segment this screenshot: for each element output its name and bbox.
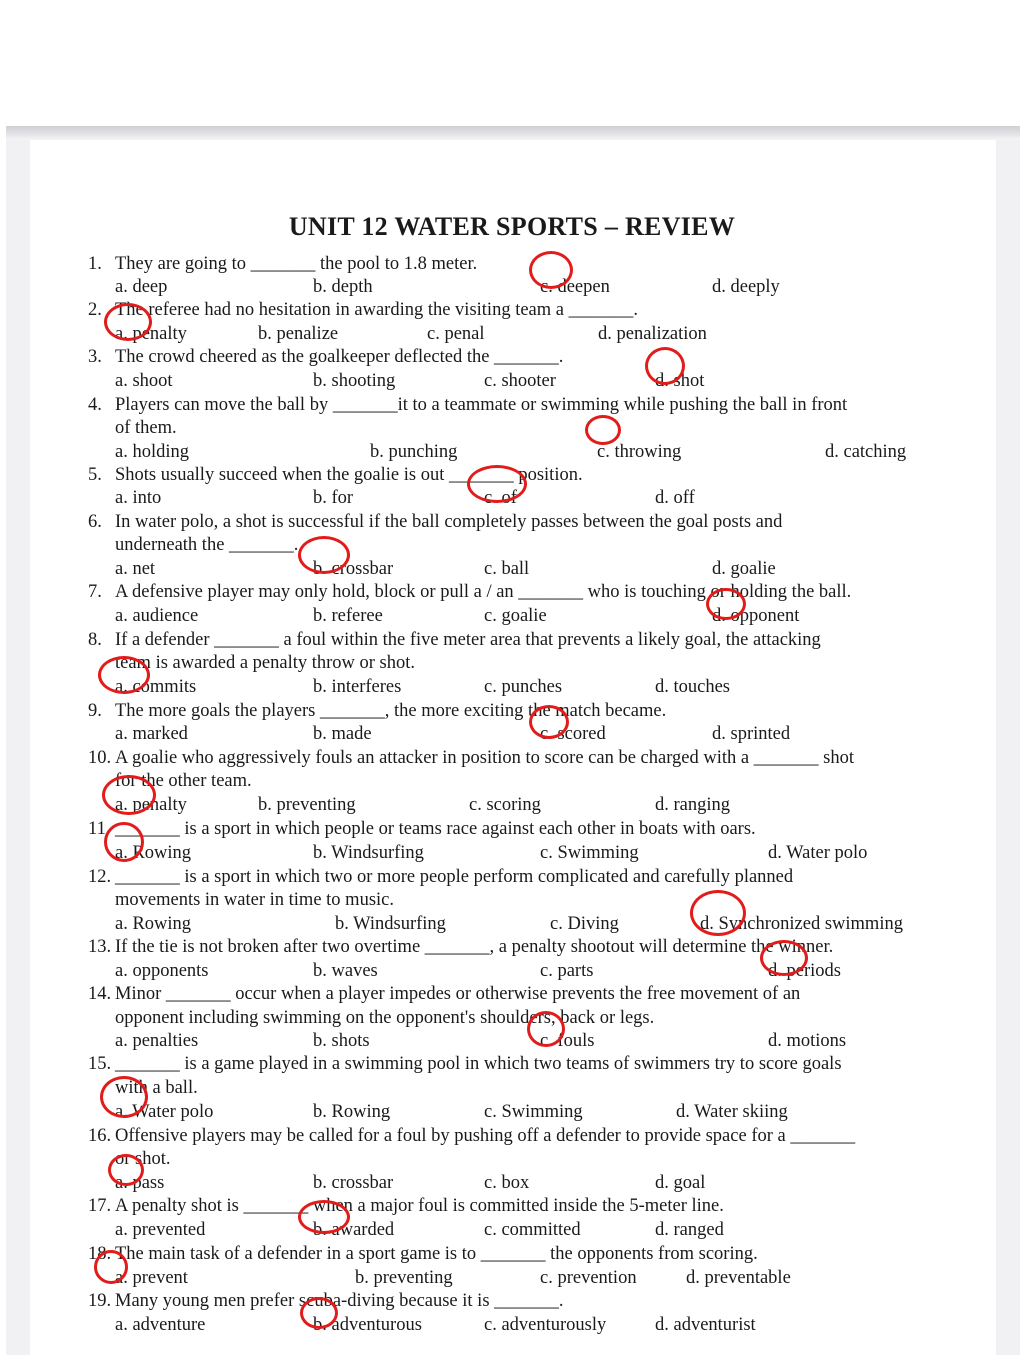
answer-option-c[interactable]: c. deepen [540,277,610,297]
question-number: 7. [88,582,102,602]
answer-option-c[interactable]: c. fouls [540,1031,595,1051]
answer-option-a[interactable]: a. penalty [115,795,187,815]
answer-option-c[interactable]: c. scored [540,724,606,744]
answer-option-d[interactable]: d. Water polo [768,843,868,863]
answer-circle-mark [108,1154,144,1186]
question-number: 3. [88,347,102,367]
answer-option-b[interactable]: b. depth [313,277,373,297]
answer-option-c[interactable]: c. goalie [484,606,547,626]
answer-option-d[interactable]: d. ranged [655,1220,724,1240]
answer-option-a[interactable]: a. penalties [115,1031,199,1051]
answer-option-a[interactable]: a. adventure [115,1315,206,1335]
answer-circle-mark [102,775,156,815]
answer-option-d[interactable]: d. deeply [712,277,780,297]
question-stem: _______ is a game played in a swimming pool in which two teams of swimmers try to score goals [115,1054,842,1074]
question-stem: The more goals the players _______, the more exciting the match became. [115,701,667,721]
answer-option-a[interactable]: a. opponents [115,961,209,981]
answer-option-d[interactable]: d. opponent [712,606,800,626]
question-stem: If a defender _______ a foul within the five meter area that prevents a likely goal, the attacking [115,630,821,650]
answer-circle-mark [94,1250,128,1284]
answer-option-c[interactable]: c. Swimming [540,843,639,863]
question-stem-continued: underneath the _______. [115,535,299,555]
answer-circle-mark [98,656,150,694]
answer-option-b[interactable]: b. awarded [313,1220,395,1240]
answer-option-c[interactable]: c. of [484,488,517,508]
question-stem: Players can move the ball by _______it to a teammate or swimming while pushing the ball in front [115,395,848,415]
question-stem-continued: or shot. [115,1149,171,1169]
answer-option-d[interactable]: d. goalie [712,559,776,579]
answer-option-a[interactable]: a. marked [115,724,188,744]
answer-option-c[interactable]: c. adventurously [484,1315,607,1335]
question-stem: The main task of a defender in a sport game is to _______ the opponents from scoring. [115,1244,758,1264]
answer-circle-mark [645,347,685,385]
answer-option-b[interactable]: b. interferes [313,677,402,697]
question-stem: Offensive players may be called for a foul by pushing off a defender to provide space for a _______ [115,1126,856,1146]
question-stem: _______ is a sport in which people or teams race against each other in boats with oars. [115,819,756,839]
answer-option-b[interactable]: b. shots [313,1031,370,1051]
question-number: 1. [88,254,102,274]
question-number: 12. [88,867,112,887]
question-stem-continued: team is awarded a penalty throw or shot. [115,653,416,673]
answer-circle-mark [100,1076,148,1118]
question-number: 8. [88,630,102,650]
answer-option-d[interactable]: d. periods [768,961,841,981]
answer-circle-mark [104,822,144,862]
answer-option-c[interactable]: c. throwing [597,442,682,462]
answer-option-b[interactable]: b. for [313,488,354,508]
answer-option-b[interactable]: b. crossbar [313,559,394,579]
answer-option-a[interactable]: a. into [115,488,162,508]
question-stem: A defensive player may only hold, block or pull a / an _______ who is touching or holding the ball. [115,582,852,602]
answer-option-a[interactable]: a. deep [115,277,168,297]
answer-option-b[interactable]: b. punching [370,442,458,462]
question-stem: Many young men prefer scuba-diving because it is _______. [115,1291,564,1311]
answer-option-d[interactable]: d. Synchronized swimming [700,914,903,934]
answer-option-d[interactable]: d. penalization [598,324,707,344]
question-number: 4. [88,395,102,415]
answer-option-a[interactable]: a. holding [115,442,189,462]
question-number: 11. [88,819,111,839]
question-number: 13. [88,937,112,957]
answer-option-a[interactable]: a. Rowing [115,843,192,863]
answer-option-b[interactable]: b. preventing [258,795,356,815]
question-stem-continued: with a ball. [115,1078,198,1098]
answer-circle-mark [298,1200,350,1234]
answer-option-c[interactable]: c. Swimming [484,1102,583,1122]
question-stem: The referee had no hesitation in awarding the visiting team a _______. [115,300,638,320]
question-number: 5. [88,465,102,485]
answer-circle-mark [706,588,746,620]
answer-option-a[interactable]: a. commits [115,677,197,697]
answer-option-d[interactable]: d. sprinted [712,724,791,744]
answer-option-a[interactable]: a. Rowing [115,914,192,934]
answer-option-a[interactable]: a. pass [115,1173,165,1193]
page-right-edge [996,140,1020,1355]
answer-option-a[interactable]: a. prevent [115,1268,188,1288]
answer-option-c[interactable]: c. scoring [469,795,541,815]
answer-circle-mark [690,890,746,936]
answer-circle-mark [300,1297,338,1329]
answer-option-d[interactable]: d. goal [655,1173,706,1193]
answer-circle-mark [298,536,350,574]
question-stem: They are going to _______ the pool to 1.8 meter. [115,254,478,274]
answer-option-d[interactable]: d. Water skiing [676,1102,788,1122]
question-number: 6. [88,512,102,532]
answer-circle-mark [760,940,808,976]
answer-option-b[interactable]: b. made [313,724,372,744]
answer-option-d[interactable]: d. ranging [655,795,731,815]
question-stem-continued: of them. [115,418,177,438]
question-number: 17. [88,1196,112,1216]
question-stem: Minor _______ occur when a player impedes or otherwise prevents the free movement of an [115,984,801,1004]
question-stem: Shots usually succeed when the goalie is out _______ position. [115,465,583,485]
question-number: 14. [88,984,112,1004]
question-stem: If the tie is not broken after two overtime _______, a penalty shootout will determine the winner. [115,937,834,957]
answer-circle-mark [467,465,527,503]
question-stem: _______ is a sport in which two or more people perform complicated and carefully planned [115,867,794,887]
page-top-edge [6,126,1020,140]
question-stem-continued: for the other team. [115,771,252,791]
answer-circle-mark [527,1011,565,1047]
answer-option-c[interactable]: c. box [484,1173,530,1193]
question-stem: A penalty shot is _______ when a major foul is committed inside the 5-meter line. [115,1196,724,1216]
answer-option-c[interactable]: c. prevention [540,1268,637,1288]
answer-option-c[interactable]: c. Diving [550,914,619,934]
answer-option-b[interactable]: b. shooting [313,371,396,391]
answer-option-b[interactable]: b. preventing [355,1268,453,1288]
answer-option-c[interactable]: c. committed [484,1220,581,1240]
answer-option-c[interactable]: c. parts [540,961,594,981]
question-number: 10. [88,748,112,768]
answer-option-d[interactable]: d. motions [768,1031,847,1051]
top-blank-area [0,0,1024,128]
answer-option-a[interactable]: a. penalty [115,324,187,344]
answer-option-c[interactable]: c. penal [427,324,485,344]
answer-option-a[interactable]: a. prevented [115,1220,206,1240]
answer-option-a[interactable]: a. shoot [115,371,173,391]
question-number: 2. [88,300,102,320]
answer-option-d[interactable]: d. shot [655,371,705,391]
answer-option-c[interactable]: c. shooter [484,371,556,391]
answer-option-d[interactable]: d. touches [655,677,731,697]
answer-option-b[interactable]: b. waves [313,961,378,981]
answer-option-c[interactable]: c. punches [484,677,563,697]
worksheet-title: UNIT 12 WATER SPORTS – REVIEW [288,212,736,241]
answer-option-b[interactable]: b. Windsurfing [313,843,424,863]
question-number: 16. [88,1126,112,1146]
answer-option-b[interactable]: b. Rowing [313,1102,391,1122]
answer-circle-mark [529,251,573,289]
answer-option-b[interactable]: b. penalize [258,324,339,344]
question-stem: A goalie who aggressively fouls an attacker in position to score can be charged with a _______ shot [115,748,854,768]
page-left-edge [6,140,30,1355]
answer-option-a[interactable]: a. audience [115,606,199,626]
answer-circle-mark [529,705,569,739]
answer-option-a[interactable]: a. net [115,559,156,579]
question-number: 19. [88,1291,112,1311]
question-stem-continued: opponent including swimming on the opponent's shoulders, back or legs. [115,1008,655,1028]
answer-option-d[interactable]: d. catching [825,442,907,462]
question-stem: The crowd cheered as the goalkeeper deflected the _______. [115,347,564,367]
answer-circle-mark [585,415,621,445]
question-stem-continued: movements in water in time to music. [115,890,394,910]
question-number: 15. [88,1054,112,1074]
answer-option-b[interactable]: b. crossbar [313,1173,394,1193]
answer-option-c[interactable]: c. ball [484,559,530,579]
answer-option-d[interactable]: d. adventurist [655,1315,756,1335]
answer-option-a[interactable]: a. Water polo [115,1102,214,1122]
answer-option-b[interactable]: b. adventurous [313,1315,422,1335]
question-number: 18. [88,1244,112,1264]
answer-option-b[interactable]: b. referee [313,606,383,626]
answer-option-d[interactable]: d. off [655,488,695,508]
answer-option-b[interactable]: b. Windsurfing [335,914,446,934]
answer-option-d[interactable]: d. preventable [686,1268,791,1288]
answer-circle-mark [104,303,152,341]
question-number: 9. [88,701,102,721]
question-stem: In water polo, a shot is successful if the ball completely passes between the goal posts and [115,512,783,532]
